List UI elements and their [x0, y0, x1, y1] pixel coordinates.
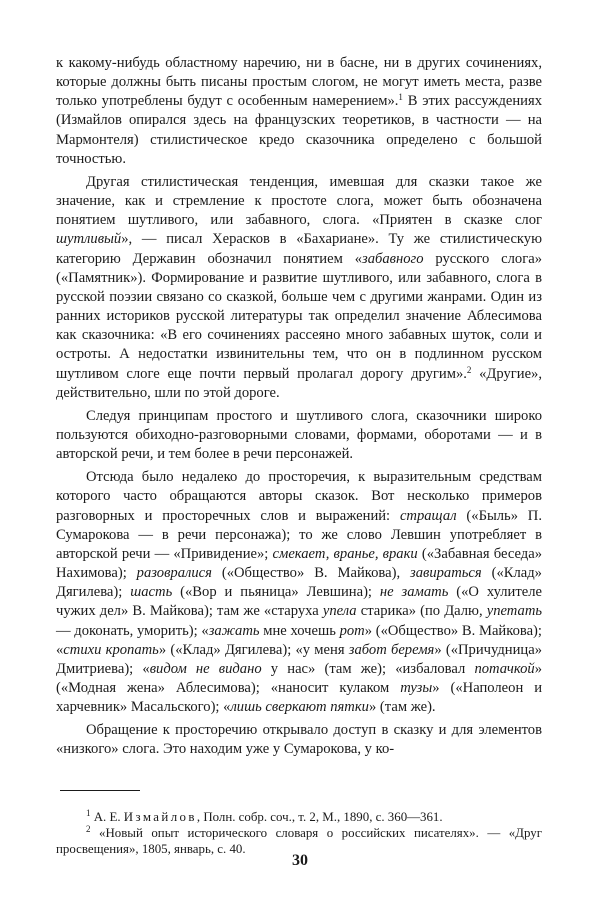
- text-run: » («Наполеон и харчевник» Масальского); «: [56, 680, 543, 716]
- text-run: Обращение к просторечию открывало доступ в сказку и для элементов «низкого» слога. Это находим уже у Сумарокова, у ко-: [56, 722, 542, 758]
- text-run: («Общество» В. Майкова),: [211, 565, 411, 582]
- text-run: старика» (по Далю,: [356, 603, 487, 620]
- text-run: , Полн. собр. соч., т. 2, М., 1890, с. 360—361.: [196, 809, 443, 824]
- italic-text: упетать: [486, 603, 543, 620]
- text-run: », — писал Херасков в «Бахариане». Ту же стилистическую категорию Державин обозначил понятием «: [56, 231, 542, 267]
- text-run: » («Общество» В. Майкова); «: [56, 622, 542, 658]
- text-run: А. Е.: [90, 809, 124, 824]
- italic-text: забавного: [362, 250, 424, 267]
- italic-text: упела: [322, 603, 357, 620]
- text-run: «Другие», действительно, шли по этой дороге.: [56, 365, 542, 401]
- italic-text: не замать: [379, 584, 449, 601]
- italic-text: зажать: [208, 622, 260, 639]
- paragraph-p5: [56, 721, 542, 759]
- text-run: В этих рассуждениях (Измайлов опирался здесь на французских теоретиков, в частности — на Мармонтеля) стилистическое кредо сказочника определено с большой точностью.: [56, 93, 542, 167]
- footnote-reference: 1: [398, 92, 403, 103]
- footnote-separator: [60, 790, 140, 791]
- book-page: [56, 54, 542, 858]
- body-text: [56, 54, 542, 760]
- text-run: » («Модная жена» Аблесимова); «наносит кулаком: [56, 660, 542, 696]
- text-run: Отсюда было недалеко до просторечия, к выразительным средствам которого часто обращаются авторы сказок. Вот несколько примеров разговорных и просторечных слов и выражений:: [56, 469, 542, 524]
- italic-text: смекает, вранье, враки: [272, 545, 418, 562]
- text-run: — доконать, уморить); «: [56, 622, 209, 639]
- text-run: («Забавная беседа» Нахимова);: [56, 545, 542, 582]
- italic-text: шутливый: [56, 231, 122, 248]
- spaced-author-name: Измайлов: [123, 809, 197, 824]
- paragraph-p1: [56, 54, 542, 169]
- italic-text: стихи кропать: [63, 641, 159, 658]
- text-run: к какому-нибудь областному наречию, ни в басне, ни в других сочинениях, которые должны быть писаны простым слогом, не могут иметь места, разве только употреблены будут с особенным намерением».: [56, 55, 542, 110]
- italic-text: шасть: [130, 584, 173, 601]
- footnote-reference: 2: [86, 823, 91, 834]
- text-run: («Быль» П. Сумарокова — в речи персонажа); то же слово Левшин употребляет в авторской речи — «Привидение»;: [56, 507, 542, 562]
- italic-text: потачкой: [474, 660, 535, 677]
- text-run: Следуя принципам простого и шутливого слога, сказочники широко пользуются обиходно-разговорными словами, формами, оборотами — и в авторской речи, и тем более в речи персонажей.: [56, 407, 542, 463]
- italic-text: забот беремя: [348, 641, 435, 658]
- italic-text: лишь сверкают пятки: [230, 699, 369, 716]
- italic-text: рот: [339, 622, 365, 639]
- footnote-reference: 2: [466, 364, 472, 375]
- text-run: мне хочешь: [259, 622, 340, 639]
- page-number: 30: [292, 852, 308, 869]
- italic-text: завираться: [410, 565, 482, 582]
- text-run: («Клад» Дягилева);: [56, 565, 542, 601]
- text-run: («О хулителе чужих дел» В. Майкова); там же «старуха: [56, 584, 542, 620]
- text-run: русского слога» («Памятник»). Формирование и развитие шутливого, или забавного, слога в русской поэзии связано со сказкой, больше чем с другими жанрами. Один из ранних историков русской литературы так определил значение Аблесимова как сказочника: «В его сочинениях рассеяно много забавных шуток, соли и остроты. А недостатки извинительны тем, что он в подлинном русском шутливом слоге еще почти первый пролагал дорогу другим».: [56, 250, 542, 382]
- italic-text: видом не видано: [149, 660, 262, 677]
- text-run: » («Причудница» Дмитриева); «: [56, 641, 542, 677]
- text-run: » (там же).: [368, 699, 436, 716]
- text-run: Другая стилистическая тенденция, имевшая для сказки такое же значение, как и стремление к простоте слога, может быть обозначена понятием шутливого, или забавного, слога. «Приятен в сказке слог: [56, 173, 542, 229]
- paragraph-p3: [56, 407, 542, 464]
- text-run: («Вор и пьяница» Левшина);: [172, 584, 380, 601]
- footnote-fn1: [56, 809, 542, 825]
- text-run: «Новый опыт исторического словаря о российских писателях». — «Друг просвещения», 1805, январь, с. 40.: [56, 825, 542, 857]
- paragraph-p4: [56, 468, 542, 717]
- footnote-reference: 1: [86, 807, 91, 818]
- footnotes: [56, 809, 542, 858]
- italic-text: разовралися: [136, 565, 212, 582]
- italic-text: стращал: [399, 507, 457, 524]
- italic-text: тузы: [400, 680, 433, 696]
- text-run: у нас» (там же); «избаловал: [261, 660, 475, 677]
- paragraph-p2: [56, 173, 542, 403]
- text-run: » («Клад» Дягилева); «у меня: [158, 641, 349, 658]
